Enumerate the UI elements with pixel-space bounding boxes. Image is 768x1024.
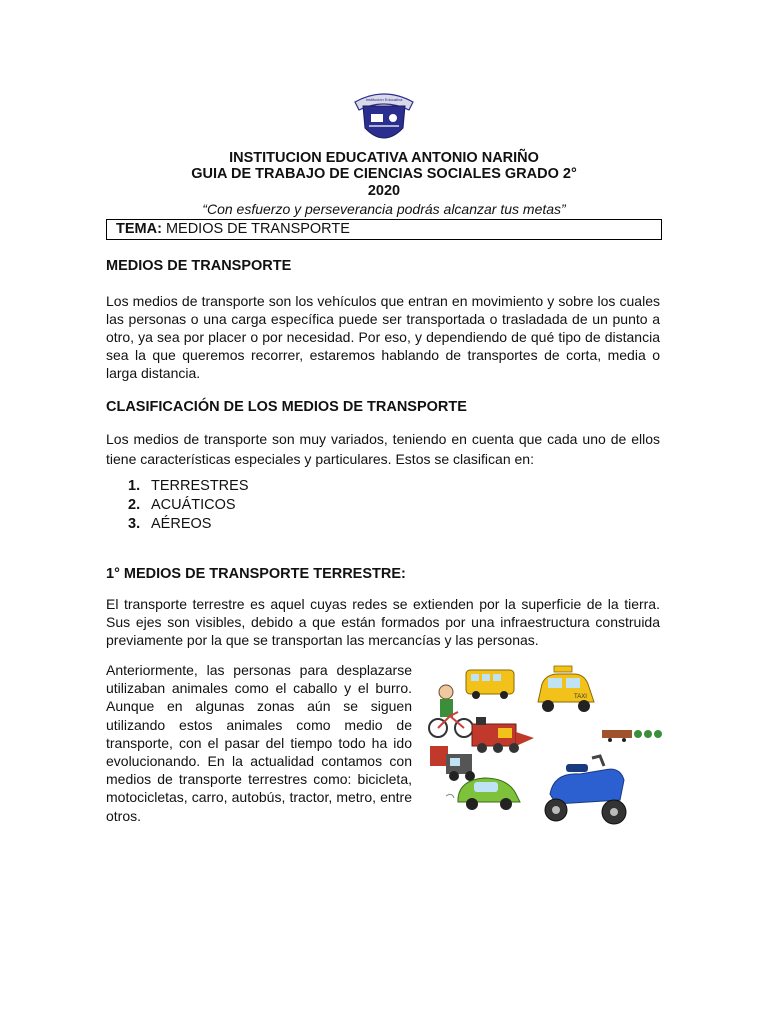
paragraph-terrestre: El transporte terrestre es aquel cuyas redes se extienden por la superficie de la tierra. Sus ejes son visibles, debido a que están formados por una infraestructura construida previamente por la que se transportan las mercancías y las personas. — [106, 596, 660, 648]
metro-icon — [602, 730, 662, 742]
topic-label: TEMA: — [116, 221, 162, 237]
institution-name: INSTITUCION EDUCATIVA ANTONIO NARIÑO — [229, 150, 539, 166]
topic-box — [106, 219, 662, 240]
year: 2020 — [367, 183, 401, 199]
bicycle-icon — [429, 685, 473, 737]
paragraph-clasificacion: Los medios de transporte son muy variados, teniendo en cuenta que cada uno de ellos tiene características especiales y particulares. Estos se clasifican en: — [106, 431, 660, 467]
taxi-icon — [538, 666, 594, 712]
list-item-number: 3. — [128, 516, 141, 532]
taxi-sign-label: TAXI — [574, 694, 587, 700]
list-item-label: ACUÁTICOS — [151, 497, 236, 513]
school-crest-icon — [349, 88, 419, 148]
section-title-medios: MEDIOS DE TRANSPORTE — [106, 258, 292, 274]
train-icon — [472, 717, 534, 753]
list-item-label: AÉREOS — [151, 516, 212, 532]
motto: “Con esfuerzo y perseverancia podrás alcanzar tus metas” — [202, 201, 566, 217]
list-item — [128, 477, 249, 496]
section-title-terrestre: 1° MEDIOS DE TRANSPORTE TERRESTRE: — [106, 566, 406, 582]
list-item — [128, 496, 249, 515]
list-item — [128, 515, 249, 534]
section-title-clasificacion: CLASIFICACIÓN DE LOS MEDIOS DE TRANSPORTE — [106, 399, 467, 415]
crest-label: Institución Educativa — [365, 97, 403, 102]
car-icon — [446, 778, 520, 810]
paragraph-medios: Los medios de transporte son los vehículos que entran en movimiento y sobre los cuales las personas o una carga específica puede ser transportada o trasladada de un punto a otro, ya sea por placer o por necesidad. Por eso, y dependiendo de qué tipo de distancia sea la que queremos recorrer, estaremos hablando de transportes de corta, media o larga distancia. — [106, 293, 660, 381]
land-vehicles-illustration — [424, 662, 676, 840]
topic-value: MEDIOS DE TRANSPORTE — [165, 221, 350, 237]
list-item-number: 2. — [128, 497, 141, 513]
guide-title: GUIA DE TRABAJO DE CIENCIAS SOCIALES GRADO 2° — [191, 166, 577, 182]
motorcycle-icon — [545, 756, 626, 824]
list-item-number: 1. — [128, 478, 141, 494]
list-item-label: TERRESTRES — [151, 478, 249, 494]
paragraph-evolucion: Anteriormente, las personas para desplazarse utilizaban animales como el caballo y el burro. Aunque en algunas zonas aún se siguen utilizando estos animales como medio de transporte, con el pasar del tiempo todo ha ido evolucionando. En la actualidad contamos con medios de transporte terrestres como: bicicleta, motocicletas, carro, autobús, tractor, metro, entre otros. — [106, 662, 412, 824]
classification-list — [128, 477, 249, 534]
tractor-icon — [430, 746, 475, 781]
bus-icon — [466, 670, 514, 699]
